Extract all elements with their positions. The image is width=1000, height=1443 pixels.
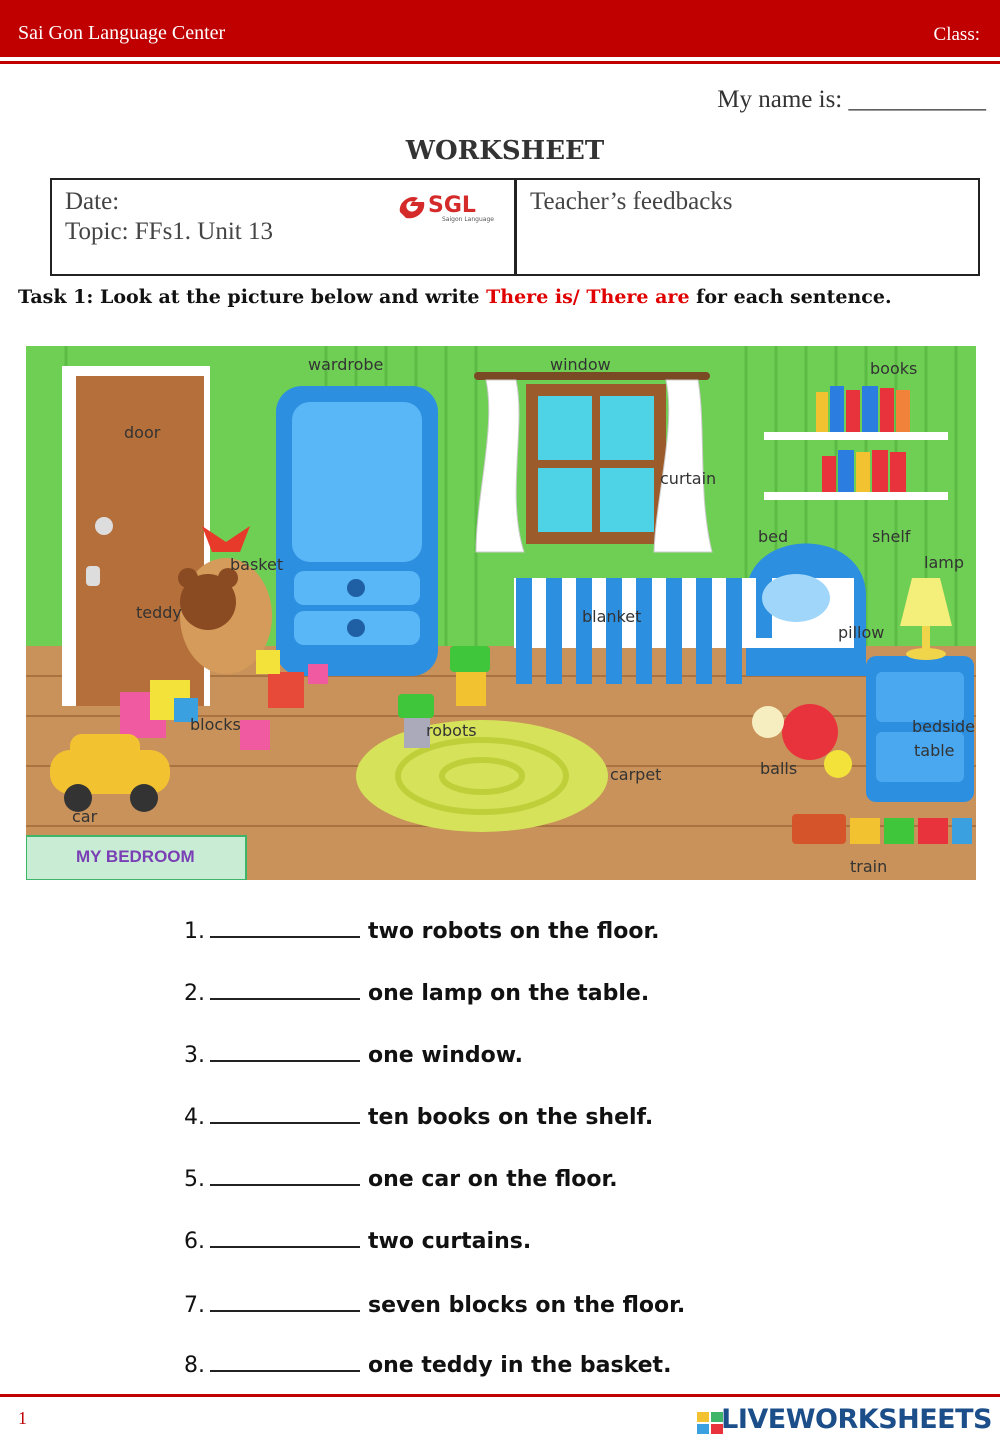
question-1 xyxy=(184,914,660,944)
answer-blank-8[interactable] xyxy=(210,1348,360,1372)
logo-text: SGL xyxy=(428,193,476,218)
label-books: books xyxy=(870,359,918,378)
question-number: 6. xyxy=(184,1229,205,1254)
liveworksheets-brand: LIVEWORKSHEETS xyxy=(721,1404,992,1435)
shelf-bottom xyxy=(764,492,948,500)
label-train: train xyxy=(850,857,888,876)
question-4 xyxy=(184,1100,653,1130)
task-suffix: for each sentence. xyxy=(689,286,892,308)
label-carpet: carpet xyxy=(610,765,662,784)
info-box xyxy=(50,178,980,276)
task-prefix: Task 1: Look at the picture below and write xyxy=(18,286,487,308)
label-car: car xyxy=(72,807,98,826)
answer-blank-3[interactable] xyxy=(210,1038,360,1062)
question-number: 5. xyxy=(184,1167,205,1192)
question-number: 8. xyxy=(184,1353,205,1378)
question-text: two curtains. xyxy=(368,1229,532,1254)
answer-blank-4[interactable] xyxy=(210,1100,360,1124)
blanket xyxy=(516,578,772,684)
ball-big xyxy=(782,704,838,760)
label-blanket: blanket xyxy=(582,607,642,626)
bedroom-picture xyxy=(26,346,976,880)
label-bedside: bedside xyxy=(912,717,975,736)
pillow xyxy=(762,574,830,622)
question-number: 4. xyxy=(184,1105,205,1130)
label-table: table xyxy=(914,741,955,760)
class-label: Class: xyxy=(933,24,980,45)
question-6 xyxy=(184,1224,531,1254)
question-text: one car on the floor. xyxy=(368,1167,618,1192)
carpet xyxy=(356,720,608,832)
question-text: one teddy in the basket. xyxy=(368,1353,672,1378)
question-number: 1. xyxy=(184,919,205,944)
page-number: 1 xyxy=(18,1408,27,1428)
answer-blank-2[interactable] xyxy=(210,976,360,1000)
label-pillow: pillow xyxy=(838,623,885,642)
question-number: 2. xyxy=(184,981,205,1006)
label-balls: balls xyxy=(760,759,798,778)
topic-label: Topic: FFs1. Unit 13 xyxy=(65,218,273,245)
label-window: window xyxy=(550,355,611,374)
question-number: 3. xyxy=(184,1043,205,1068)
label-curtain: curtain xyxy=(660,469,717,488)
header-bar xyxy=(0,0,1000,57)
info-divider xyxy=(514,180,517,274)
question-number: 7. xyxy=(184,1293,205,1318)
liveworksheets-logo-icon xyxy=(697,1412,723,1434)
answer-blank-5[interactable] xyxy=(210,1162,360,1186)
page-title: WORKSHEET xyxy=(405,136,605,166)
answer-blank-7[interactable] xyxy=(210,1288,360,1312)
answer-blank-6[interactable] xyxy=(210,1224,360,1248)
answer-blank-1[interactable] xyxy=(210,914,360,938)
date-label: Date: xyxy=(65,188,120,215)
question-text: one lamp on the table. xyxy=(368,981,650,1006)
footer-divider xyxy=(0,1394,1000,1397)
question-2 xyxy=(184,976,649,1006)
question-text: one window. xyxy=(368,1043,524,1068)
task-highlight: There is/ There are xyxy=(486,286,690,308)
center-name: Sai Gon Language Center xyxy=(18,22,226,44)
feedback-label: Teacher’s feedbacks xyxy=(530,188,733,215)
question-7 xyxy=(184,1288,685,1318)
logo-subtext: Saigon Language xyxy=(442,216,494,223)
label-shelf: shelf xyxy=(872,527,911,546)
label-teddy: teddy xyxy=(136,603,182,622)
header-divider xyxy=(0,61,1000,64)
question-text: two robots on the floor. xyxy=(368,919,660,944)
label-bed: bed xyxy=(758,527,789,546)
question-8 xyxy=(184,1348,671,1378)
sgl-logo xyxy=(396,188,514,224)
question-text: ten books on the shelf. xyxy=(368,1105,654,1130)
label-door: door xyxy=(124,423,161,442)
label-basket: basket xyxy=(230,555,284,574)
caption-text: MY BEDROOM xyxy=(76,847,195,866)
label-wardrobe: wardrobe xyxy=(308,355,384,374)
question-5 xyxy=(184,1162,618,1192)
question-3 xyxy=(184,1038,523,1068)
label-robots: robots xyxy=(426,721,477,740)
question-text: seven blocks on the floor. xyxy=(368,1293,686,1318)
label-blocks: blocks xyxy=(190,715,241,734)
name-line: My name is: ___________ xyxy=(717,86,986,113)
label-lamp: lamp xyxy=(924,553,964,572)
task-instruction xyxy=(18,284,918,310)
shelf-top xyxy=(764,432,948,440)
